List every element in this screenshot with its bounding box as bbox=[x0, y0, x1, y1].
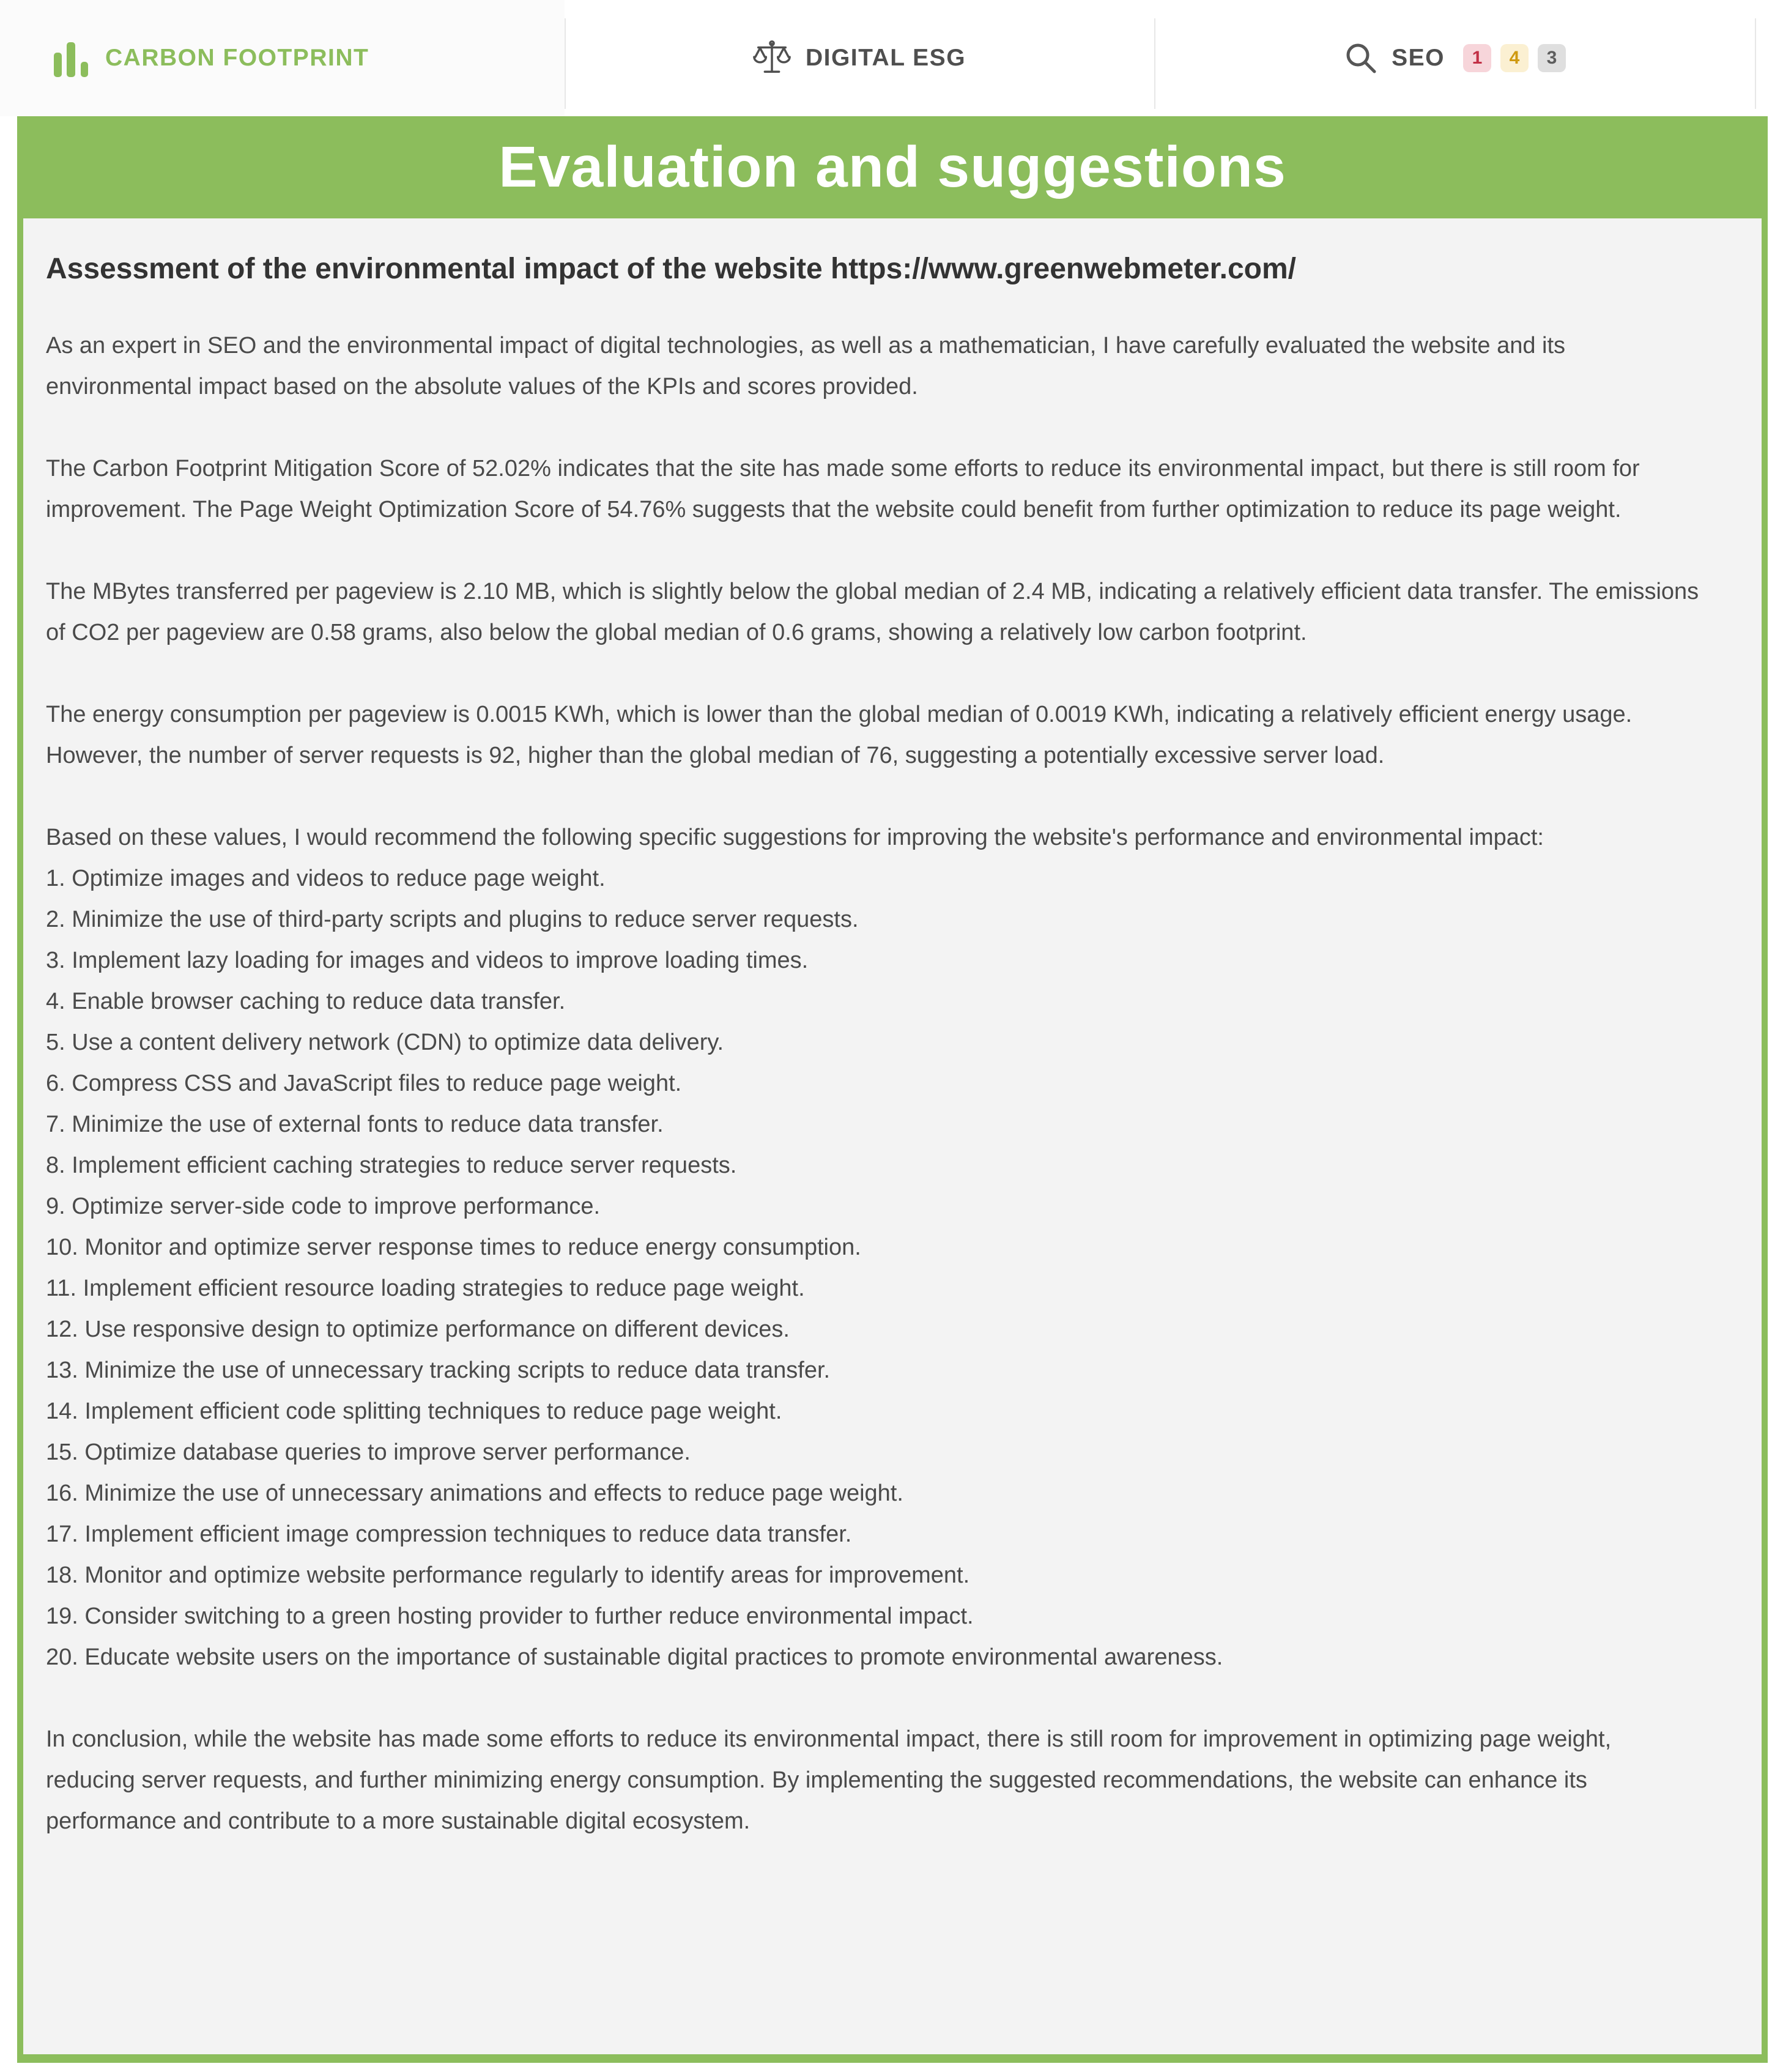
suggestion-item: 14. Implement efficient code splitting techniques to reduce page weight. bbox=[46, 1398, 782, 1424]
report-paragraph: As an expert in SEO and the environmental impact of digital technologies, as well as a mathematician, I have carefully evaluated the website and its environmental impact based on the absolute values of the KPIs and scores provided. bbox=[46, 333, 1566, 399]
search-icon bbox=[1344, 41, 1378, 75]
tab-divider bbox=[1154, 18, 1155, 109]
suggestion-item: 20. Educate website users on the importance of sustainable digital practices to promote environmental awareness. bbox=[46, 1644, 1223, 1670]
report-paragraph: The Carbon Footprint Mitigation Score of 52.02% indicates that the site has made some efforts to reduce its environmental impact, but there is still room for improvement. The Page Weight Optimization Score of 54.76% suggests that the website could benefit from further optimization to reduce its page weight. bbox=[46, 456, 1640, 522]
suggestion-item: 9. Optimize server-side code to improve performance. bbox=[46, 1194, 601, 1219]
suggestion-item: 10. Monitor and optimize server response times to reduce energy consumption. bbox=[46, 1235, 861, 1260]
bar-chart-icon bbox=[54, 39, 89, 77]
suggestions-intro: Based on these values, I would recommend the following specific suggestions for improving the website's performance and environmental impact: bbox=[46, 825, 1544, 850]
tab-carbon-footprint[interactable] bbox=[0, 0, 565, 116]
suggestion-item: 3. Implement lazy loading for images and videos to improve loading times. bbox=[46, 948, 809, 973]
suggestion-item: 5. Use a content delivery network (CDN) to optimize data delivery. bbox=[46, 1030, 724, 1055]
seo-badge-info: 3 bbox=[1538, 44, 1566, 72]
suggestion-item: 19. Consider switching to a green hosting provider to further reduce environmental impact. bbox=[46, 1603, 974, 1629]
suggestion-item: 11. Implement efficient resource loading strategies to reduce page weight. bbox=[46, 1276, 805, 1301]
suggestion-item: 2. Minimize the use of third-party scripts and plugins to reduce server requests. bbox=[46, 907, 859, 932]
report-heading: Assessment of the environmental impact of the website https://www.greenwebmeter.com/ bbox=[46, 253, 1297, 285]
suggestion-item: 16. Minimize the use of unnecessary animations and effects to reduce page weight. bbox=[46, 1480, 903, 1506]
tab-divider bbox=[565, 18, 566, 109]
report-paragraph: The energy consumption per pageview is 0.0015 KWh, which is lower than the global median of 0.0019 KWh, indicating a relatively efficient energy usage. However, the number of server requests is 92, higher than the global median of 76, suggesting a potentially excessive server load. bbox=[46, 702, 1633, 768]
scales-icon bbox=[753, 39, 791, 77]
evaluation-report-panel bbox=[17, 218, 1768, 2063]
suggestion-item: 7. Minimize the use of external fonts to reduce data transfer. bbox=[46, 1112, 664, 1137]
report-conclusion: In conclusion, while the website has made some efforts to reduce its environmental impact, there is still room for improvement in optimizing page weight, reducing server requests, and further minimizing energy consumption. By implementing the suggested recommendations, the website can enhance its performance and contribute to a more sustainable digital ecosystem. bbox=[46, 1726, 1612, 1834]
report-paragraph: The MBytes transferred per pageview is 2.10 MB, which is slightly below the global median of 2.4 MB, indicating a relatively efficient data transfer. The emissions of CO2 per pageview are 0.58 grams, also below the global median of 0.6 grams, showing a relatively low carbon footprint. bbox=[46, 579, 1699, 645]
evaluation-header bbox=[17, 116, 1768, 218]
suggestion-item: 18. Monitor and optimize website performance regularly to identify areas for improvement. bbox=[46, 1562, 970, 1588]
suggestion-item: 1. Optimize images and videos to reduce page weight. bbox=[46, 866, 606, 891]
suggestion-item: 8. Implement efficient caching strategies to reduce server requests. bbox=[46, 1153, 737, 1178]
suggestions-list bbox=[46, 858, 1707, 1678]
top-tab-bar bbox=[0, 0, 1783, 116]
suggestion-item: 6. Compress CSS and JavaScript files to reduce page weight. bbox=[46, 1071, 682, 1096]
seo-badges bbox=[1463, 44, 1566, 72]
page-title: Evaluation and suggestions bbox=[499, 135, 1286, 199]
seo-badge-warning: 4 bbox=[1500, 44, 1529, 72]
suggestion-item: 13. Minimize the use of unnecessary tracking scripts to reduce data transfer. bbox=[46, 1357, 831, 1383]
tab-carbon-footprint-label: CARBON FOOTPRINT bbox=[105, 45, 369, 71]
suggestion-item: 4. Enable browser caching to reduce data transfer. bbox=[46, 989, 566, 1014]
suggestions-block bbox=[46, 817, 1707, 1678]
suggestion-item: 15. Optimize database queries to improve server performance. bbox=[46, 1439, 691, 1465]
suggestion-item: 12. Use responsive design to optimize performance on different devices. bbox=[46, 1316, 790, 1342]
tab-digital-esg-label: DIGITAL ESG bbox=[805, 45, 966, 71]
tab-seo-label: SEO bbox=[1392, 45, 1445, 71]
tab-divider bbox=[1755, 18, 1756, 109]
seo-badge-critical: 1 bbox=[1463, 44, 1491, 72]
suggestion-item: 17. Implement efficient image compression techniques to reduce data transfer. bbox=[46, 1521, 852, 1547]
tab-seo[interactable] bbox=[1154, 0, 1755, 116]
tab-digital-esg[interactable] bbox=[565, 0, 1154, 116]
